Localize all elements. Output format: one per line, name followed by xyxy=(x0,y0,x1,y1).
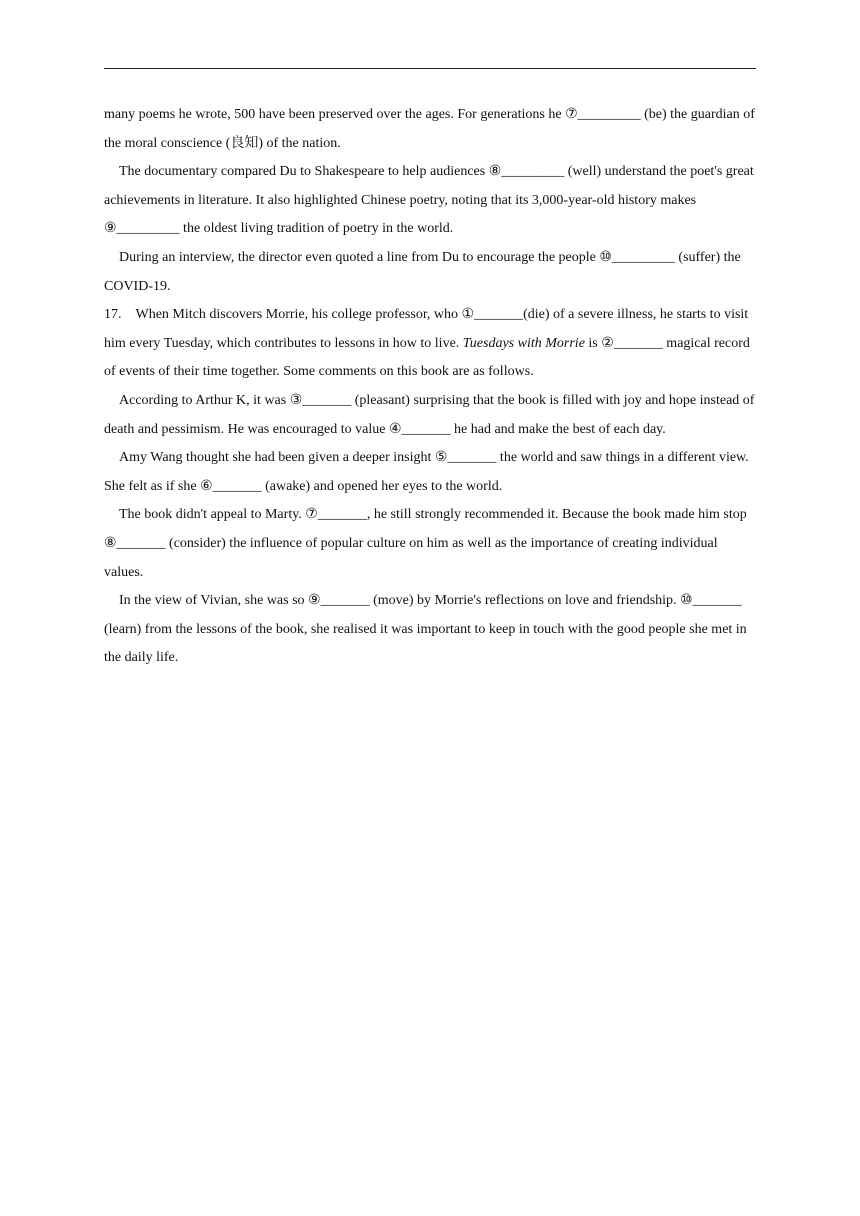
header-rule xyxy=(104,68,756,69)
question-number: 17. xyxy=(104,307,122,323)
passage-paragraph: According to Arthur K, it was ③_______ (pleasant) surprising that the book is filled with joy and hope instead of death and pessimism. He was encouraged to value ④_______ he had and make the best of each day. xyxy=(104,392,755,437)
question-text: When Mitch discovers Morrie, his college professor, who ①_______(die) of a severe illness, he starts to visit him every Tuesday, which contributes to lessons in how to live. xyxy=(104,307,749,351)
question-text: is ②_______ magical record of events of their time together. Some comments on this book are as follows. xyxy=(104,335,750,380)
passage-paragraph: The documentary compared Du to Shakespeare to help audiences ⑧_________ (well) understand the poet's great achievements in literature. It also highlighted Chinese poetry, noting that its 3,000-year-old history makes ⑨_________ the oldest living tradition of poetry in the world. xyxy=(104,164,754,237)
passage-paragraph: During an interview, the director even quoted a line from Du to encourage the people ⑩_________ (suffer) the COVID-19. xyxy=(104,249,741,294)
passage-paragraph: The book didn't appeal to Marty. ⑦_______, he still strongly recommended it. Because the book made him stop ⑧_______ (consider) the influence of popular culture on him as well as the importance of creating individual values. xyxy=(104,507,747,580)
passage-paragraph: In the view of Vivian, she was so ⑨_______ (move) by Morrie's reflections on love and friendship. ⑩_______ (learn) from the lessons of the book, she realised it was important to keep in touch with the good people she met in the daily life. xyxy=(104,593,747,666)
passage-paragraph: many poems he wrote, 500 have been preserved over the ages. For generations he ⑦_________ (be) the guardian of the moral conscience (良知) of the nation. xyxy=(104,107,755,151)
book-title: Tuesdays with Morrie xyxy=(462,335,585,351)
page-content xyxy=(104,101,756,673)
question-17-paragraph xyxy=(104,301,756,387)
passage-paragraph: Amy Wang thought she had been given a deeper insight ⑤_______ the world and saw things in a different view. She felt as if she ⑥_______ (awake) and opened her eyes to the world. xyxy=(104,450,749,494)
